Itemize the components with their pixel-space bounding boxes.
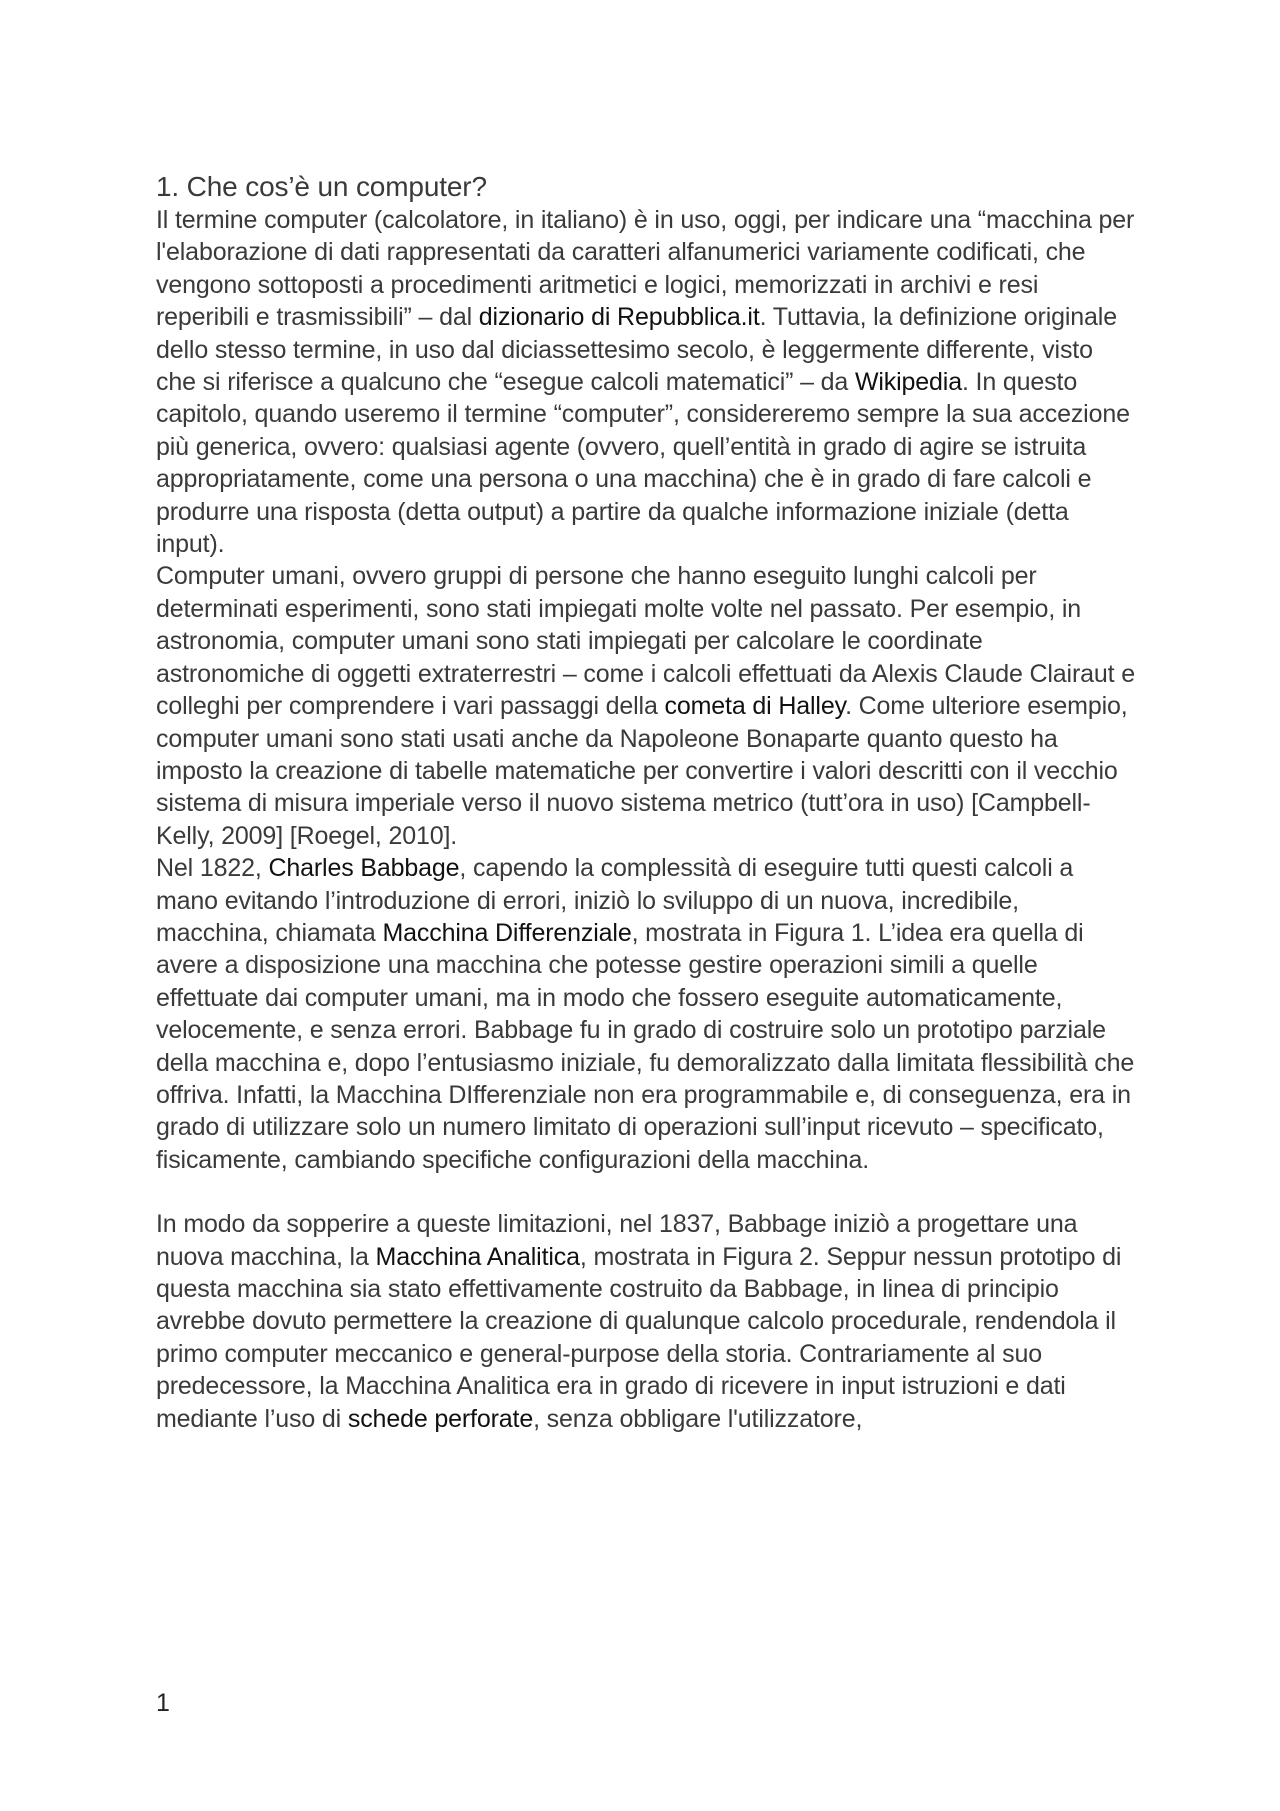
page-number: 1 <box>156 1689 170 1717</box>
text-span: . In questo capitolo, quando useremo il termine “computer”, considereremo sempre la sua accezione più generica, ovvero: qualsiasi agente (ovvero, quell’entità in grado di agire se istruita appropriatamente, come una persona o una macchina) che è in grado di fare calcoli e produrre una risposta (detta output) a partire da qualche informazione iniziale (detta input). <box>156 368 1130 559</box>
text-span: In modo da sopperire a queste limitazioni, nel 1837, Babbage iniziò a progettare una nuova macchina, la <box>156 1210 1078 1271</box>
link-wikipedia[interactable]: Wikipedia <box>854 368 962 397</box>
text-span: Computer umani, ovvero gruppi di persone che hanno eseguito lunghi calcoli per determinati esperimenti, sono stati impiegati molte volte nel passato. Per esempio, in astronomia, computer umani sono stati impiegati per calcolare le coordinate astronomiche di oggetti extraterrestri – come i calcoli effettuati da Alexis Claude Clairaut e colleghi per comprendere i vari passaggi della <box>156 562 1135 721</box>
paragraph-difference-engine <box>156 852 1136 1176</box>
text-span: , mostrata in Figura 2. Seppur nessun prototipo di questa macchina sia stato effettivamente costruito da Babbage, in linea di principio avrebbe dovuto permettere la creazione di qualunque calcolo procedurale, rendendola il primo computer meccanico e general-purpose della storia. Contrariamente al suo predecessore, la Macchina Analitica era in grado di ricevere in input istruzioni e dati mediante l’uso di <box>156 1242 1122 1433</box>
paragraph-definition <box>156 204 1136 560</box>
paragraph-analytical-engine <box>156 1208 1136 1435</box>
text-span: . Come ulteriore esempio, computer umani sono stati usati anche da Napoleone Bonaparte quanto questo ha imposto la creazione di tabelle matematiche per convertire i valori descritti con il vecchio sistema di misura imperiale verso il nuovo sistema metrico (tutt’ora in uso) [Campbell-Kelly, 2009] [Roegel, 2010]. <box>156 692 1128 850</box>
text-span: . Tuttavia, la definizione originale dello stesso termine, in uso dal diciassettesimo secolo, è leggermente differente, visto che si riferisce a qualcuno che “esegue calcoli matematici” – da <box>156 303 1117 397</box>
text-span: , capendo la complessità di eseguire tutti questi calcoli a mano evitando l’introduzione di errori, iniziò lo sviluppo di un nuova, incredibile, macchina, chiamata <box>156 854 1074 947</box>
paragraph-human-computers <box>156 560 1136 852</box>
link-cometa-halley[interactable]: cometa di Halley <box>664 692 846 721</box>
section-heading: 1. Che cos’è un computer? <box>156 171 487 202</box>
text-span: Nel 1822, <box>156 854 269 883</box>
link-charles-babbage[interactable]: Charles Babbage <box>268 854 460 883</box>
link-macchina-analitica[interactable]: Macchina Analitica <box>375 1242 580 1271</box>
text-span: , senza obbligare l'utilizzatore, <box>533 1404 863 1433</box>
link-dizionario-repubblica[interactable]: dizionario di Repubblica.it <box>478 303 760 332</box>
text-span: Il termine computer (calcolatore, in italiano) è in uso, oggi, per indicare una “macchina per l'elaborazione di dati rappresentati da caratteri alfanumerici variamente codificati, che vengono sottoposti a procedimenti aritmetici e logici, memorizzati in archivi e resi reperibili e trasmissibili” – dal <box>156 206 1135 332</box>
text-span: , mostrata in Figura 1. L’idea era quella di avere a disposizione una macchina che potesse gestire operazioni simili a quelle effettuate dai computer umani, ma in modo che fossero eseguite automaticamente, velocemente, e senza errori. Babbage fu in grado di costruire solo un prototipo parziale della macchina e, dopo l’entusiasmo iniziale, fu demoralizzato dalla limitata flessibilità che offriva. Infatti, la Macchina DIfferenziale non era programmabile e, di conseguenza, era in grado di utilizzare solo un numero limitato di operazioni sull’input ricevuto – specificato, fisicamente, cambiando specifiche configurazioni della macchina. <box>156 918 1135 1174</box>
link-schede-perforate[interactable]: schede perforate <box>347 1404 534 1433</box>
link-macchina-differenziale[interactable]: Macchina Differenziale <box>382 918 632 947</box>
page-body <box>156 170 1136 1435</box>
